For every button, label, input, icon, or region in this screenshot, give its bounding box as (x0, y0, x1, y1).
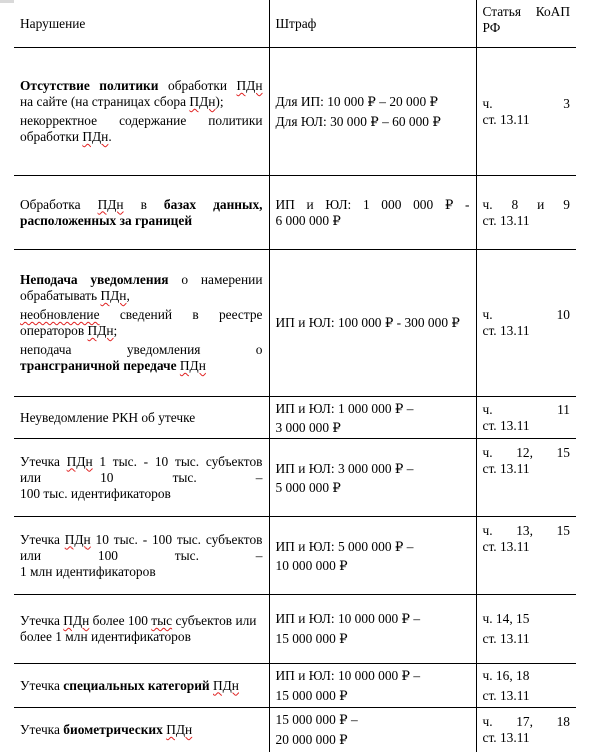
fine-cell: ИП и ЮЛ: 5 000 000 ₽ – 10 000 000 ₽ (269, 517, 476, 595)
article-cell: ч. 8 и 9 ст. 13.11 (476, 176, 576, 250)
header-article: Статья КоАП РФ (476, 0, 576, 48)
fine-cell: ИП и ЮЛ: 3 000 000 ₽ – 5 000 000 ₽ (269, 439, 476, 517)
article-cell: ч. 17, 18 ст. 13.11 (476, 708, 576, 752)
fine-cell: 15 000 000 ₽ – 20 000 000 ₽ (269, 708, 476, 752)
violation-cell: Неуведомление РКН об утечке (14, 397, 269, 439)
header-violation: Нарушение (14, 0, 269, 48)
table-row (14, 708, 576, 752)
fines-table (14, 0, 576, 752)
violation-cell: Утечка ПДн более 100 тыс субъектов или более 1 млн идентификаторов (14, 595, 269, 664)
violation-cell: Утечка специальных категорий ПДн (14, 664, 269, 708)
fine-cell: ИП и ЮЛ: 100 000 ₽ - 300 000 ₽ (269, 250, 476, 397)
table-row (14, 517, 576, 595)
violation-cell: Неподача уведомления о намерении обрабатывать ПДн, необновление сведений в реестре операторов ПДн; неподача уведомления о трансграничной передаче ПДн (14, 250, 269, 397)
article-cell: ч. 12, 15 ст. 13.11 (476, 439, 576, 517)
table-row (14, 250, 576, 397)
violation-cell: Обработка ПДн в базах данных, расположенных за границей (14, 176, 269, 250)
fine-cell: ИП и ЮЛ: 10 000 000 ₽ – 15 000 000 ₽ (269, 595, 476, 664)
table-row (14, 595, 576, 664)
article-cell: ч. 11 ст. 13.11 (476, 397, 576, 439)
violation-cell: Утечка биометрических ПДн (14, 708, 269, 752)
table-header-row (14, 0, 576, 48)
article-cell: ч. 10 ст. 13.11 (476, 250, 576, 397)
corner-mark (0, 0, 14, 3)
table-row (14, 48, 576, 176)
header-fine: Штраф (269, 0, 476, 48)
table-row (14, 397, 576, 439)
violation-cell: Утечка ПДн 1 тыс. - 10 тыс. субъектов или 10 тыс. – 100 тыс. идентификаторов (14, 439, 269, 517)
fine-cell: ИП и ЮЛ: 10 000 000 ₽ – 15 000 000 ₽ (269, 664, 476, 708)
article-cell: ч. 16, 18 ст. 13.11 (476, 664, 576, 708)
fine-cell: Для ИП: 10 000 ₽ – 20 000 ₽ Для ЮЛ: 30 000 ₽ – 60 000 ₽ (269, 48, 476, 176)
table-row (14, 439, 576, 517)
article-cell: ч. 14, 15 ст. 13.11 (476, 595, 576, 664)
violation-cell: Отсутствие политики обработки ПДн на сайте (на страницах сбора ПДн); некорректное содержание политики обработки ПДн. (14, 48, 269, 176)
article-cell: ч. 3 ст. 13.11 (476, 48, 576, 176)
violation-cell: Утечка ПДн 10 тыс. - 100 тыс. субъектов или 100 тыс. – 1 млн идентификаторов (14, 517, 269, 595)
article-cell: ч. 13, 15 ст. 13.11 (476, 517, 576, 595)
table-row (14, 176, 576, 250)
fine-cell: ИП и ЮЛ: 1 000 000 ₽ – 3 000 000 ₽ (269, 397, 476, 439)
fine-cell: ИП и ЮЛ: 1 000 000 ₽ - 6 000 000 ₽ (269, 176, 476, 250)
table-row (14, 664, 576, 708)
